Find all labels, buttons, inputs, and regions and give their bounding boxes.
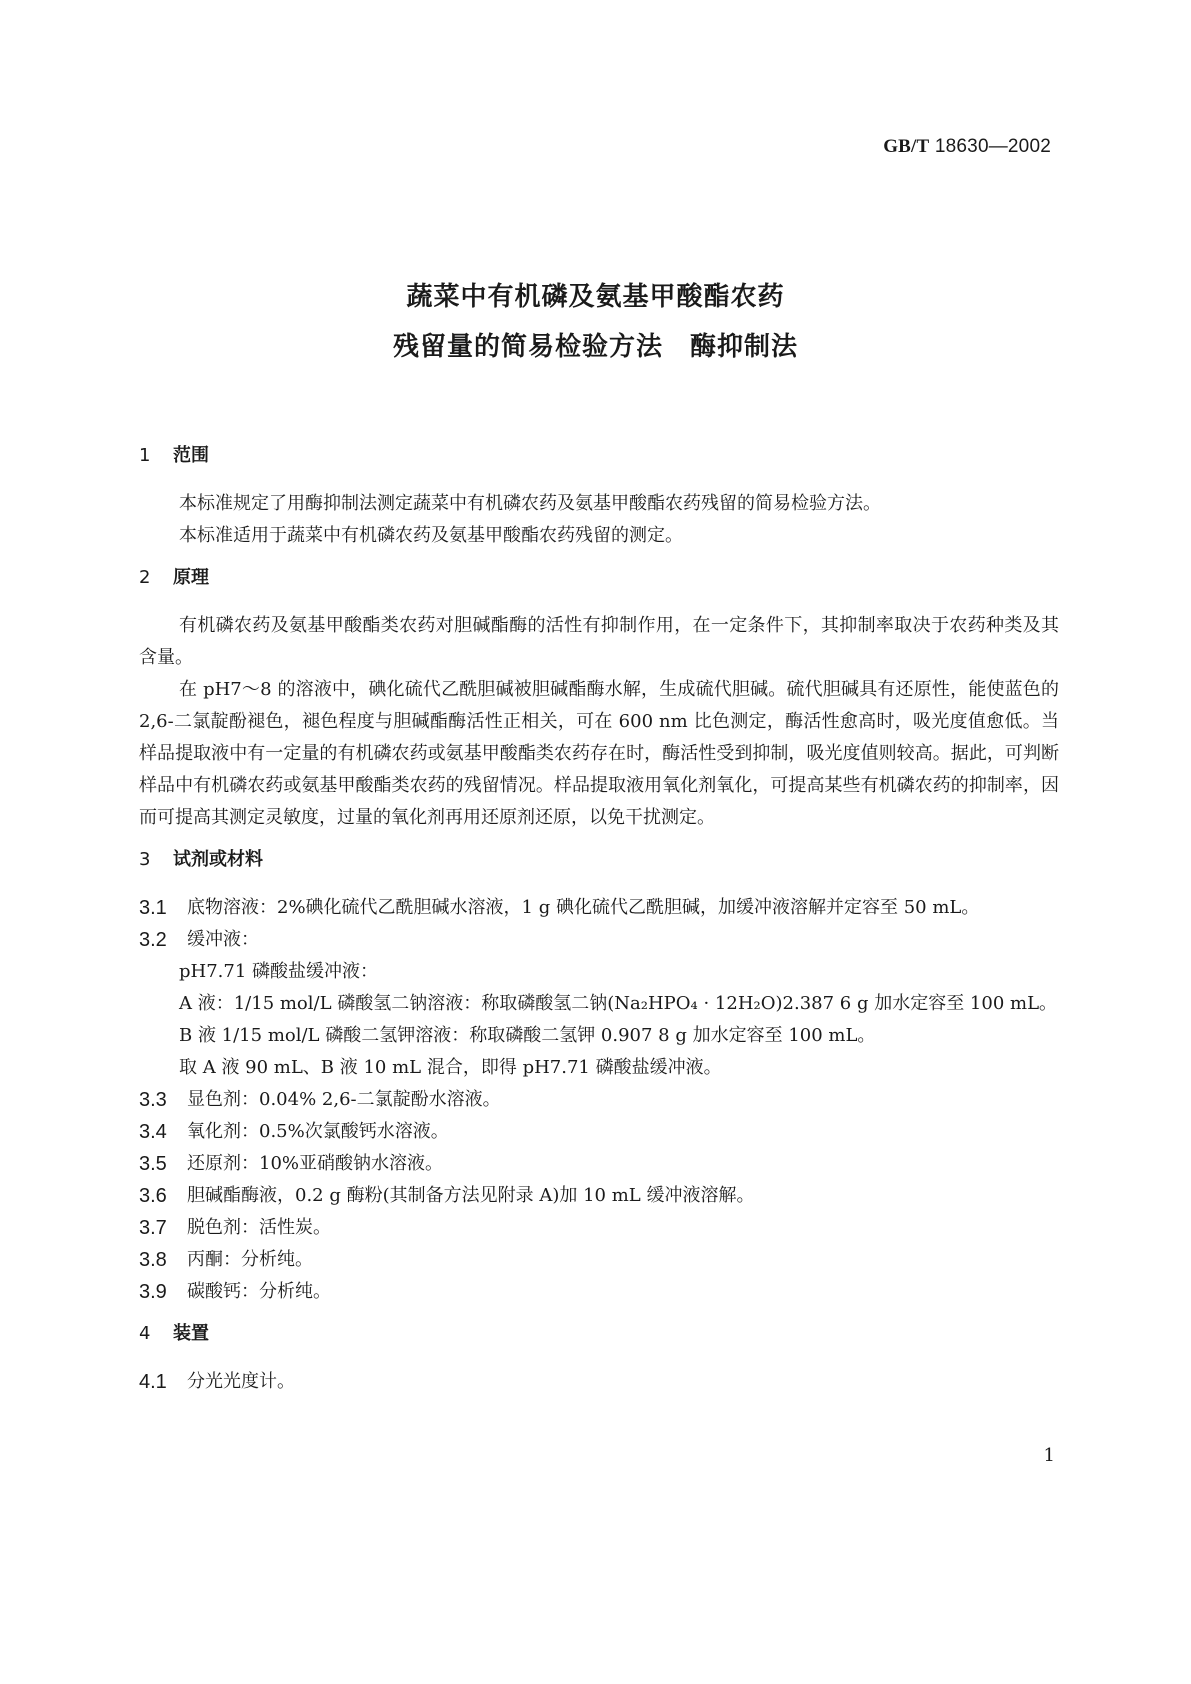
item-number: 3.5 — [139, 1153, 167, 1175]
list-item — [139, 1148, 1059, 1180]
list-item — [139, 1366, 1059, 1398]
item-text: 丙酮：分析纯。 — [187, 1249, 313, 1270]
item-text: 脱色剂：活性炭。 — [187, 1217, 331, 1238]
standard-code-prefix: GB/T — [883, 136, 930, 157]
paragraph: 在 pH7～8 的溶液中，碘化硫代乙酰胆碱被胆碱酯酶水解，生成硫代胆碱。硫代胆碱具有还原性，能使蓝色的 2,6-二氯靛酚褪色，褪色程度与胆碱酯酶活性正相关，可在 600 nm 比色测定，酶活性愈高时，吸光度值愈低。当样品提取液中有一定量的有机磷农药或氨基甲酸酯类农药存在时，酶活性受到抑制，吸光度值则较高。据此，可判断样品中有机磷农药或氨基甲酸酯类农药的残留情况。样品提取液用氧化剂氧化，可提高某些有机磷农药的抑制率，因而可提高其测定灵敏度，过量的氧化剂再用还原剂还原，以免干扰测定。 — [139, 679, 1059, 828]
section-number: 3 — [139, 849, 151, 870]
item-number: 3.3 — [139, 1089, 167, 1111]
item-number: 4.1 — [139, 1371, 167, 1393]
section-number: 2 — [139, 567, 151, 588]
title-line-2: 残留量的简易检验方法 酶抑制法 — [392, 332, 798, 362]
sub-paragraph: pH7.71 磷酸盐缓冲液： — [179, 961, 379, 982]
item-number: 3.7 — [139, 1217, 167, 1239]
item-text: 胆碱酯酶液，0.2 g 酶粉(其制备方法见附录 A)加 10 mL 缓冲液溶解。 — [187, 1185, 755, 1206]
document-body — [139, 444, 1059, 1398]
section-title: 原理 — [173, 567, 209, 588]
paragraph: 有机磷农药及氨基甲酸酯类农药对胆碱酯酶的活性有抑制作用，在一定条件下，其抑制率取决于农药种类及其含量。 — [139, 615, 1059, 668]
section-title: 试剂或材料 — [173, 849, 263, 870]
item-text: 显色剂：0.04% 2,6-二氯靛酚水溶液。 — [187, 1089, 501, 1110]
item-number: 3.6 — [139, 1185, 167, 1207]
item-text: 还原剂：10%亚硝酸钠水溶液。 — [187, 1153, 444, 1174]
list-item — [139, 1116, 1059, 1148]
item-text: 分光光度计。 — [187, 1371, 295, 1392]
paragraph: 本标准规定了用酶抑制法测定蔬菜中有机磷农药及氨基甲酸酯农药残留的简易检验方法。 — [179, 493, 881, 514]
section-title: 装置 — [173, 1323, 209, 1344]
standard-code — [883, 136, 1051, 158]
section-heading-1 — [139, 444, 1059, 468]
item-text: 碳酸钙：分析纯。 — [187, 1281, 331, 1302]
section-number: 4 — [139, 1323, 151, 1344]
list-item — [139, 1244, 1059, 1276]
item-number: 3.9 — [139, 1281, 167, 1303]
item-number: 3.4 — [139, 1121, 167, 1143]
sub-paragraph: A 液：1/15 mol/L 磷酸氢二钠溶液：称取磷酸氢二钠(Na₂HPO₄ · 12H₂O)2.387 6 g 加水定容至 100 mL。 — [179, 993, 1058, 1014]
section-number: 1 — [139, 445, 151, 466]
item-text: 缓冲液： — [187, 929, 259, 950]
list-item — [139, 1180, 1059, 1212]
list-item — [139, 1212, 1059, 1244]
section-title: 范围 — [173, 445, 209, 466]
section-heading-4 — [139, 1322, 1059, 1346]
list-item — [139, 892, 1059, 924]
sub-paragraph: B 液 1/15 mol/L 磷酸二氢钾溶液：称取磷酸二氢钾 0.907 8 g 加水定容至 100 mL。 — [179, 1025, 876, 1046]
document-title — [0, 272, 1191, 372]
standard-code-number: 18630—2002 — [929, 136, 1051, 157]
item-number: 3.2 — [139, 929, 167, 951]
list-item — [139, 1276, 1059, 1308]
title-line-1: 蔬菜中有机磷及氨基甲酸酯农药 — [406, 282, 785, 312]
item-number: 3.1 — [139, 897, 167, 919]
item-number: 3.8 — [139, 1249, 167, 1271]
sub-paragraph: 取 A 液 90 mL、B 液 10 mL 混合，即得 pH7.71 磷酸盐缓冲液。 — [179, 1057, 722, 1078]
list-item — [139, 1084, 1059, 1116]
item-text: 底物溶液：2%碘化硫代乙酰胆碱水溶液，1 g 碘化硫代乙酰胆碱，加缓冲液溶解并定容至 50 mL。 — [187, 897, 980, 918]
list-item — [139, 924, 1059, 956]
section-heading-2 — [139, 566, 1059, 590]
item-text: 氧化剂：0.5%次氯酸钙水溶液。 — [187, 1121, 449, 1142]
paragraph: 本标准适用于蔬菜中有机磷农药及氨基甲酸酯农药残留的测定。 — [179, 525, 683, 546]
page-number: 1 — [1043, 1445, 1055, 1466]
section-heading-3 — [139, 848, 1059, 872]
